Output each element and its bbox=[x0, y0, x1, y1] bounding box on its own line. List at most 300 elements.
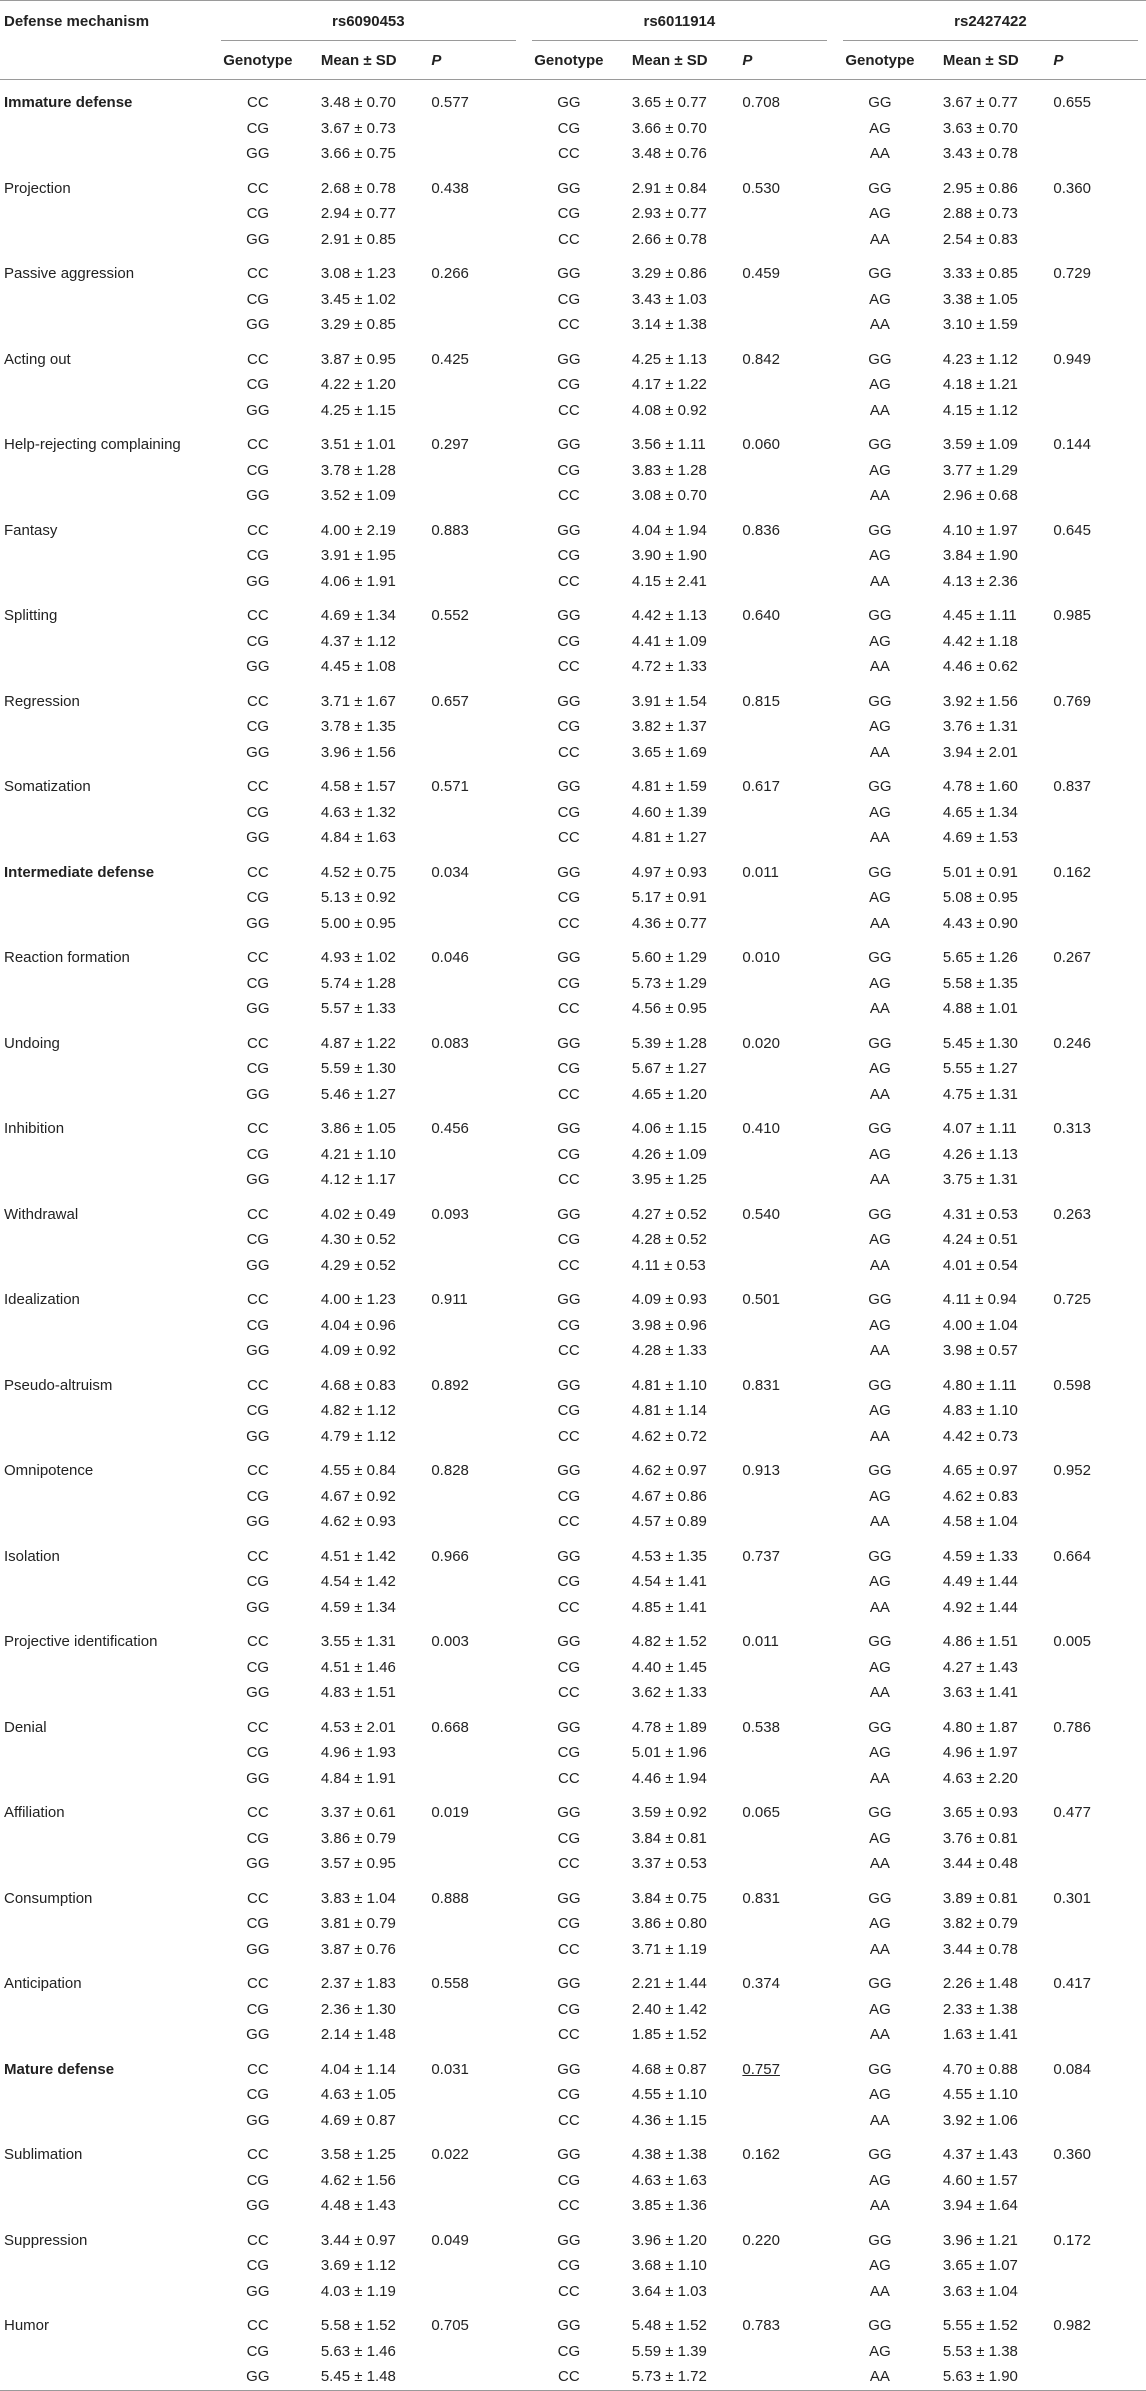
p-value-cell bbox=[724, 1227, 835, 1253]
p-value-cell: 0.911 bbox=[431, 1291, 468, 1309]
table-row bbox=[0, 1338, 1146, 1364]
mean-sd-cell: 4.37 ± 1.12 bbox=[320, 632, 396, 650]
p-value-cell bbox=[413, 1338, 524, 1364]
p-value-cell bbox=[1035, 1424, 1146, 1450]
genotype-cell: CG bbox=[557, 2257, 581, 2275]
genotype-cell: GG bbox=[246, 1684, 270, 1702]
genotype-cell: GG bbox=[557, 2317, 581, 2335]
p-value-cell bbox=[1035, 911, 1146, 937]
table-row bbox=[0, 1364, 1146, 1399]
table-row bbox=[0, 1997, 1146, 2023]
table-row bbox=[0, 996, 1146, 1022]
genotype-cell: CG bbox=[246, 461, 270, 479]
defense-mechanism-name: Immature defense bbox=[4, 94, 133, 112]
mean-sd-cell: 3.71 ± 1.19 bbox=[631, 1940, 707, 1958]
p-value-cell bbox=[1035, 885, 1146, 911]
genotype-cell: CG bbox=[246, 1744, 270, 1762]
p-value-cell: 0.769 bbox=[1053, 692, 1091, 710]
p-value-cell: 0.966 bbox=[431, 1547, 469, 1565]
table-row bbox=[0, 680, 1146, 715]
defense-mechanism-name: Regression bbox=[4, 692, 80, 710]
p-value-header: P bbox=[413, 41, 524, 80]
p-value-cell bbox=[413, 1569, 524, 1595]
p-value-cell bbox=[724, 1056, 835, 1082]
mean-sd-cell: 4.88 ± 1.01 bbox=[942, 1000, 1018, 1018]
table-row bbox=[0, 1107, 1146, 1142]
genotype-cell: GG bbox=[557, 1462, 581, 1480]
genotype-cell: CC bbox=[558, 1171, 580, 1189]
p-value-cell bbox=[1035, 1398, 1146, 1424]
mean-sd-cell: 4.42 ± 0.73 bbox=[942, 1427, 1018, 1445]
genotype-cell: AA bbox=[869, 2111, 890, 2129]
p-value-cell: 0.011 bbox=[742, 1633, 779, 1651]
p-value-cell bbox=[724, 1167, 835, 1193]
table-row bbox=[0, 2168, 1146, 2194]
genotype-cell: CC bbox=[246, 1547, 269, 1565]
genotype-cell: CC bbox=[246, 179, 269, 197]
genotype-cell: CC bbox=[558, 487, 580, 505]
table-row bbox=[0, 2108, 1146, 2134]
p-value-cell: 0.952 bbox=[1053, 1462, 1091, 1480]
mean-sd-cell: 4.36 ± 1.15 bbox=[631, 2111, 707, 2129]
p-value-cell: 0.645 bbox=[1053, 521, 1091, 539]
mean-sd-cell: 5.39 ± 1.28 bbox=[631, 1034, 707, 1052]
table-row bbox=[0, 1569, 1146, 1595]
mean-sd-cell: 4.11 ± 0.94 bbox=[942, 1291, 1017, 1309]
p-value-cell: 0.540 bbox=[742, 1205, 780, 1223]
mean-sd-cell: 4.04 ± 1.94 bbox=[631, 521, 707, 539]
mean-sd-cell: 4.26 ± 1.13 bbox=[942, 1145, 1018, 1163]
p-value-cell: 0.301 bbox=[1053, 1889, 1091, 1907]
p-value-cell bbox=[724, 1569, 835, 1595]
p-value-cell bbox=[724, 2108, 835, 2134]
mean-sd-cell: 5.67 ± 1.27 bbox=[631, 1060, 707, 1078]
genotype-cell: CG bbox=[246, 290, 270, 308]
mean-sd-cell: 4.63 ± 2.20 bbox=[942, 1769, 1018, 1787]
p-value-cell bbox=[413, 1398, 524, 1424]
genotype-cell: AG bbox=[869, 974, 891, 992]
mean-sd-cell: 4.38 ± 1.38 bbox=[631, 2146, 707, 2164]
mean-sd-cell: 4.78 ± 1.60 bbox=[942, 778, 1018, 796]
p-value-cell bbox=[724, 458, 835, 484]
mean-sd-cell: 3.44 ± 0.97 bbox=[320, 2231, 396, 2249]
genotype-cell: CG bbox=[246, 1231, 270, 1249]
genotype-cell: AA bbox=[869, 316, 890, 334]
genotype-cell: GG bbox=[246, 2282, 270, 2300]
p-value-cell bbox=[1035, 1595, 1146, 1621]
mean-sd-cell: 4.49 ± 1.44 bbox=[942, 1573, 1018, 1591]
defense-mechanism-name bbox=[0, 141, 213, 167]
mean-sd-cell: 3.91 ± 1.95 bbox=[320, 547, 396, 565]
genotype-cell: AA bbox=[869, 1598, 890, 1616]
mean-sd-cell: 4.37 ± 1.43 bbox=[942, 2146, 1018, 2164]
p-value-cell bbox=[413, 2168, 524, 2194]
defense-mechanism-name bbox=[0, 825, 213, 851]
mean-sd-cell: 4.00 ± 2.19 bbox=[320, 521, 396, 539]
genotype-cell: AG bbox=[869, 2342, 891, 2360]
genotype-cell: GG bbox=[246, 658, 270, 676]
table-body bbox=[0, 80, 1146, 2391]
defense-mechanism-name: Anticipation bbox=[4, 1975, 82, 1993]
genotype-cell: CC bbox=[246, 1975, 269, 1993]
mean-sd-cell: 4.51 ± 1.46 bbox=[320, 1658, 396, 1676]
mean-sd-cell: 4.80 ± 1.87 bbox=[942, 1718, 1018, 1736]
defense-mechanism-name bbox=[0, 1766, 213, 1792]
table-row bbox=[0, 80, 1146, 116]
genotype-cell: AG bbox=[869, 1060, 891, 1078]
p-value-cell: 0.267 bbox=[1053, 949, 1091, 967]
genotype-cell: CG bbox=[557, 718, 581, 736]
p-value-cell bbox=[1035, 227, 1146, 253]
mean-sd-cell: 5.17 ± 0.91 bbox=[631, 889, 707, 907]
defense-mechanism-name bbox=[0, 1167, 213, 1193]
mean-sd-cell: 4.10 ± 1.97 bbox=[942, 521, 1018, 539]
p-value-cell bbox=[1035, 1826, 1146, 1852]
table-row bbox=[0, 1620, 1146, 1655]
mean-sd-cell: 2.68 ± 0.78 bbox=[320, 179, 396, 197]
p-value-cell bbox=[724, 1484, 835, 1510]
defense-mechanism-name: Mature defense bbox=[4, 2060, 115, 2078]
genotype-cell: GG bbox=[557, 521, 581, 539]
genotype-cell: GG bbox=[557, 1291, 581, 1309]
genotype-cell: CG bbox=[246, 1487, 270, 1505]
genotype-cell: CC bbox=[246, 863, 269, 881]
mean-sd-cell: 4.96 ± 1.93 bbox=[320, 1744, 396, 1762]
genotype-cell: GG bbox=[557, 1205, 581, 1223]
mean-sd-cell: 4.31 ± 0.53 bbox=[942, 1205, 1018, 1223]
table-row bbox=[0, 1484, 1146, 1510]
genotype-cell: CG bbox=[246, 2342, 270, 2360]
mean-sd-cell: 4.55 ± 1.10 bbox=[942, 2086, 1018, 2104]
p-value-cell bbox=[413, 116, 524, 142]
mean-sd-cell: 2.91 ± 0.84 bbox=[631, 179, 707, 197]
table-row bbox=[0, 2133, 1146, 2168]
p-value-cell: 0.477 bbox=[1053, 1804, 1091, 1822]
defense-mechanism-name bbox=[0, 800, 213, 826]
table-row bbox=[0, 1193, 1146, 1228]
mean-sd-cell: 4.62 ± 0.97 bbox=[631, 1462, 707, 1480]
genotype-cell: CG bbox=[557, 1915, 581, 1933]
mean-sd-cell: 4.69 ± 1.53 bbox=[942, 829, 1018, 847]
genotype-cell: CC bbox=[246, 436, 269, 454]
defense-mechanism-name bbox=[0, 885, 213, 911]
mean-sd-cell: 3.82 ± 1.37 bbox=[631, 718, 707, 736]
mean-sd-cell: 4.22 ± 1.20 bbox=[320, 376, 396, 394]
p-value-cell: 0.360 bbox=[1053, 2146, 1091, 2164]
mean-sd-cell: 5.73 ± 1.29 bbox=[631, 974, 707, 992]
defense-mechanism-name bbox=[0, 1569, 213, 1595]
mean-sd-cell: 5.48 ± 1.52 bbox=[631, 2317, 707, 2335]
p-value-cell: 0.913 bbox=[742, 1462, 780, 1480]
p-value-cell: 0.668 bbox=[431, 1718, 469, 1736]
mean-sd-cell: 4.30 ± 0.52 bbox=[320, 1231, 396, 1249]
mean-sd-cell: 2.54 ± 0.83 bbox=[942, 230, 1018, 248]
mean-sd-cell: 2.26 ± 1.48 bbox=[942, 1975, 1018, 1993]
p-value-cell: 0.034 bbox=[431, 863, 469, 881]
genotype-cell: GG bbox=[868, 94, 892, 112]
mean-sd-cell: 4.45 ± 1.08 bbox=[320, 658, 396, 676]
p-value-cell bbox=[413, 885, 524, 911]
genotype-cell: CG bbox=[246, 1829, 270, 1847]
defense-mechanism-name bbox=[0, 543, 213, 569]
mean-sd-cell: 3.57 ± 0.95 bbox=[320, 1855, 396, 1873]
genotype-cell: GG bbox=[868, 521, 892, 539]
defense-mechanism-name: Affiliation bbox=[4, 1804, 65, 1822]
genotype-cell: AG bbox=[869, 889, 891, 907]
defense-mechanism-name: Consumption bbox=[4, 1889, 93, 1907]
genotype-cell: GG bbox=[557, 1034, 581, 1052]
genotype-cell: AG bbox=[869, 718, 891, 736]
mean-sd-cell: 5.60 ± 1.29 bbox=[631, 949, 707, 967]
p-value-cell bbox=[413, 800, 524, 826]
table-row bbox=[0, 2048, 1146, 2083]
mean-sd-cell: 3.65 ± 0.77 bbox=[631, 94, 707, 112]
defense-mechanism-name: Suppression bbox=[4, 2231, 88, 2249]
mean-sd-cell: 3.98 ± 0.57 bbox=[942, 1342, 1018, 1360]
p-value-cell: 0.842 bbox=[742, 350, 780, 368]
table-row bbox=[0, 765, 1146, 800]
mean-sd-cell: 4.40 ± 1.45 bbox=[631, 1658, 707, 1676]
genotype-cell: CC bbox=[558, 1684, 580, 1702]
p-value-cell bbox=[413, 1911, 524, 1937]
genotype-cell: GG bbox=[557, 2231, 581, 2249]
p-value-cell bbox=[1035, 1911, 1146, 1937]
genotype-cell: CG bbox=[246, 1573, 270, 1591]
mean-sd-cell: 2.37 ± 1.83 bbox=[320, 1975, 396, 1993]
mean-sd-cell: 4.81 ± 1.10 bbox=[631, 1376, 707, 1394]
p-value-cell bbox=[724, 2168, 835, 2194]
table-row bbox=[0, 2082, 1146, 2108]
genotype-cell: CC bbox=[246, 2060, 269, 2078]
genotype-cell: AG bbox=[869, 1744, 891, 1762]
genotype-cell: AA bbox=[869, 1427, 890, 1445]
mean-sd-cell: 3.84 ± 1.90 bbox=[942, 547, 1018, 565]
genotype-cell: CC bbox=[246, 1376, 269, 1394]
genotype-cell: AA bbox=[869, 401, 890, 419]
mean-sd-cell: 3.56 ± 1.11 bbox=[631, 436, 706, 454]
genotype-cell: GG bbox=[868, 265, 892, 283]
p-value-cell: 0.020 bbox=[742, 1034, 780, 1052]
p-value-cell bbox=[724, 227, 835, 253]
genotype-cell: CC bbox=[246, 1462, 269, 1480]
genotype-cell: GG bbox=[868, 692, 892, 710]
defense-mechanism-name bbox=[0, 201, 213, 227]
mean-sd-cell: 3.67 ± 0.77 bbox=[942, 94, 1018, 112]
defense-mechanism-name bbox=[0, 1338, 213, 1364]
p-value-cell bbox=[724, 825, 835, 851]
mean-sd-cell: 4.15 ± 2.41 bbox=[631, 572, 707, 590]
genotype-cell: CC bbox=[246, 1034, 269, 1052]
mean-sd-cell: 3.62 ± 1.33 bbox=[631, 1684, 707, 1702]
defense-mechanism-name bbox=[0, 714, 213, 740]
p-value-cell bbox=[724, 543, 835, 569]
p-value-cell bbox=[1035, 1680, 1146, 1706]
genotype-cell: GG bbox=[246, 1940, 270, 1958]
p-value-cell bbox=[413, 996, 524, 1022]
table-row bbox=[0, 2304, 1146, 2339]
p-value-cell bbox=[413, 825, 524, 851]
p-value-cell: 0.003 bbox=[431, 1633, 469, 1651]
mean-sd-cell: 4.92 ± 1.44 bbox=[942, 1598, 1018, 1616]
genotype-cell: AA bbox=[869, 1085, 890, 1103]
p-value-cell bbox=[1035, 1766, 1146, 1792]
defense-mechanism-name: Reaction formation bbox=[4, 949, 130, 967]
p-value-cell bbox=[413, 2253, 524, 2279]
table-row bbox=[0, 740, 1146, 766]
table-row bbox=[0, 654, 1146, 680]
defense-mechanism-name bbox=[0, 372, 213, 398]
mean-sd-cell: 3.96 ± 1.21 bbox=[942, 2231, 1018, 2249]
genotype-cell: GG bbox=[557, 607, 581, 625]
genotype-cell: CG bbox=[557, 205, 581, 223]
p-value-cell bbox=[724, 996, 835, 1022]
table-row bbox=[0, 1911, 1146, 1937]
defense-mechanism-name bbox=[0, 227, 213, 253]
genotype-cell: CG bbox=[557, 1060, 581, 1078]
mean-sd-cell: 4.63 ± 1.32 bbox=[320, 803, 396, 821]
mean-sd-cell: 4.82 ± 1.12 bbox=[320, 1402, 396, 1420]
table-row bbox=[0, 423, 1146, 458]
p-value-cell bbox=[413, 569, 524, 595]
p-value-cell bbox=[1035, 1056, 1146, 1082]
genotype-cell: CC bbox=[558, 572, 580, 590]
mean-sd-cell: 4.43 ± 0.90 bbox=[942, 914, 1018, 932]
header-row-columns bbox=[0, 41, 1146, 80]
mean-sd-cell: 3.98 ± 0.96 bbox=[631, 1316, 707, 1334]
mean-sd-cell: 3.84 ± 0.75 bbox=[631, 1889, 707, 1907]
defense-mechanism-name bbox=[0, 1911, 213, 1937]
genotype-cell: CG bbox=[557, 290, 581, 308]
table-row bbox=[0, 116, 1146, 142]
defense-mechanism-name bbox=[0, 2193, 213, 2219]
mean-sd-cell: 3.48 ± 0.76 bbox=[631, 145, 707, 163]
p-value-cell bbox=[1035, 2279, 1146, 2305]
genotype-cell: GG bbox=[246, 2197, 270, 2215]
mean-sd-cell: 3.90 ± 1.90 bbox=[631, 547, 707, 565]
p-value-cell bbox=[1035, 1253, 1146, 1279]
genotype-cell: AA bbox=[869, 1513, 890, 1531]
genotype-cell: CC bbox=[246, 1804, 269, 1822]
mean-sd-cell: 3.68 ± 1.10 bbox=[631, 2257, 707, 2275]
p-value-cell bbox=[724, 569, 835, 595]
p-value-cell bbox=[724, 201, 835, 227]
p-value-cell bbox=[1035, 2022, 1146, 2048]
mean-sd-cell: 4.68 ± 0.87 bbox=[631, 2060, 707, 2078]
mean-sd-cell: 4.08 ± 0.92 bbox=[631, 401, 707, 419]
genotype-cell: CC bbox=[558, 1855, 580, 1873]
p-value-cell bbox=[1035, 2364, 1146, 2390]
mean-sd-cell: 3.87 ± 0.76 bbox=[320, 1940, 396, 1958]
genotype-cell: CG bbox=[557, 1573, 581, 1591]
p-value-cell bbox=[1035, 2253, 1146, 2279]
genotype-cell: CC bbox=[246, 265, 269, 283]
table-row bbox=[0, 1449, 1146, 1484]
p-value-cell bbox=[1035, 629, 1146, 655]
mean-sd-cell: 3.37 ± 0.61 bbox=[320, 1804, 396, 1822]
genotype-cell: GG bbox=[868, 607, 892, 625]
table-row bbox=[0, 1022, 1146, 1057]
genotype-cell: CG bbox=[557, 1145, 581, 1163]
p-value-cell bbox=[413, 1484, 524, 1510]
p-value-cell bbox=[413, 1680, 524, 1706]
p-value-cell bbox=[1035, 1569, 1146, 1595]
defense-mechanism-name: Pseudo-altruism bbox=[4, 1376, 113, 1394]
p-value-cell bbox=[413, 543, 524, 569]
table-row bbox=[0, 885, 1146, 911]
defense-mechanism-name bbox=[0, 116, 213, 142]
mean-sd-cell: 2.14 ± 1.48 bbox=[320, 2026, 396, 2044]
defense-mechanism-name bbox=[0, 911, 213, 937]
p-value-cell bbox=[1035, 116, 1146, 142]
p-value-cell: 0.558 bbox=[431, 1975, 469, 1993]
mean-sd-cell: 3.96 ± 1.20 bbox=[631, 2231, 707, 2249]
genotype-cell: GG bbox=[246, 914, 270, 932]
genotype-cell: CG bbox=[557, 1744, 581, 1762]
genotype-cell: CG bbox=[246, 1658, 270, 1676]
mean-sd-cell: 3.77 ± 1.29 bbox=[942, 461, 1018, 479]
mean-sd-cell: 4.59 ± 1.33 bbox=[942, 1547, 1018, 1565]
p-value-cell: 0.598 bbox=[1053, 1376, 1091, 1394]
mean-sd-cell: 3.65 ± 0.93 bbox=[942, 1804, 1018, 1822]
genotype-cell: CC bbox=[246, 521, 269, 539]
table-row bbox=[0, 1962, 1146, 1997]
mean-sd-cell: 3.89 ± 0.81 bbox=[942, 1889, 1018, 1907]
mean-sd-cell: 5.59 ± 1.30 bbox=[320, 1060, 396, 1078]
mean-sd-cell: 3.55 ± 1.31 bbox=[320, 1633, 396, 1651]
p-value-cell: 0.266 bbox=[431, 265, 469, 283]
table-row bbox=[0, 936, 1146, 971]
mean-sd-cell: 4.57 ± 0.89 bbox=[631, 1513, 707, 1531]
genotype-cell: AA bbox=[869, 1256, 890, 1274]
genotype-cell: GG bbox=[557, 863, 581, 881]
mean-sd-cell: 2.91 ± 0.85 bbox=[320, 230, 396, 248]
defense-mechanism-name: Withdrawal bbox=[4, 1205, 79, 1223]
mean-sd-cell: 4.65 ± 1.34 bbox=[942, 803, 1018, 821]
mean-sd-cell: 2.94 ± 0.77 bbox=[320, 205, 396, 223]
mean-sd-cell: 4.62 ± 0.83 bbox=[942, 1487, 1018, 1505]
p-value-cell bbox=[413, 1997, 524, 2023]
p-value-cell bbox=[413, 2364, 524, 2390]
p-value-cell bbox=[724, 629, 835, 655]
mean-sd-cell: 4.53 ± 1.35 bbox=[631, 1547, 707, 1565]
genotype-cell: GG bbox=[246, 1769, 270, 1787]
defense-mechanism-name: Splitting bbox=[4, 607, 58, 625]
genotype-cell: CG bbox=[557, 889, 581, 907]
mean-sd-cell: 3.48 ± 0.70 bbox=[320, 94, 396, 112]
p-value-cell bbox=[724, 1826, 835, 1852]
p-value-cell bbox=[724, 2339, 835, 2365]
p-value-cell bbox=[1035, 483, 1146, 509]
mean-sd-cell: 3.64 ± 1.03 bbox=[631, 2282, 707, 2300]
table-row bbox=[0, 1655, 1146, 1681]
p-value-cell: 0.263 bbox=[1053, 1205, 1091, 1223]
genotype-cell: CG bbox=[246, 1060, 270, 1078]
mean-sd-cell: 3.63 ± 1.41 bbox=[942, 1684, 1018, 1702]
defense-mechanism-name bbox=[0, 312, 213, 338]
mean-sd-cell: 4.83 ± 1.10 bbox=[942, 1402, 1018, 1420]
mean-sd-cell: 4.13 ± 2.36 bbox=[942, 572, 1018, 590]
genotype-cell: GG bbox=[246, 1427, 270, 1445]
defense-mechanism-name: Idealization bbox=[4, 1291, 80, 1309]
p-value-cell bbox=[724, 312, 835, 338]
p-value-cell: 0.530 bbox=[742, 179, 780, 197]
p-value-cell: 0.374 bbox=[742, 1975, 780, 1993]
mean-sd-cell: 5.13 ± 0.92 bbox=[320, 889, 396, 907]
mean-sd-cell: 4.00 ± 1.04 bbox=[942, 1316, 1018, 1334]
mean-sd-cell: 5.63 ± 1.46 bbox=[320, 2342, 396, 2360]
p-value-cell bbox=[1035, 372, 1146, 398]
p-value-cell bbox=[1035, 1227, 1146, 1253]
